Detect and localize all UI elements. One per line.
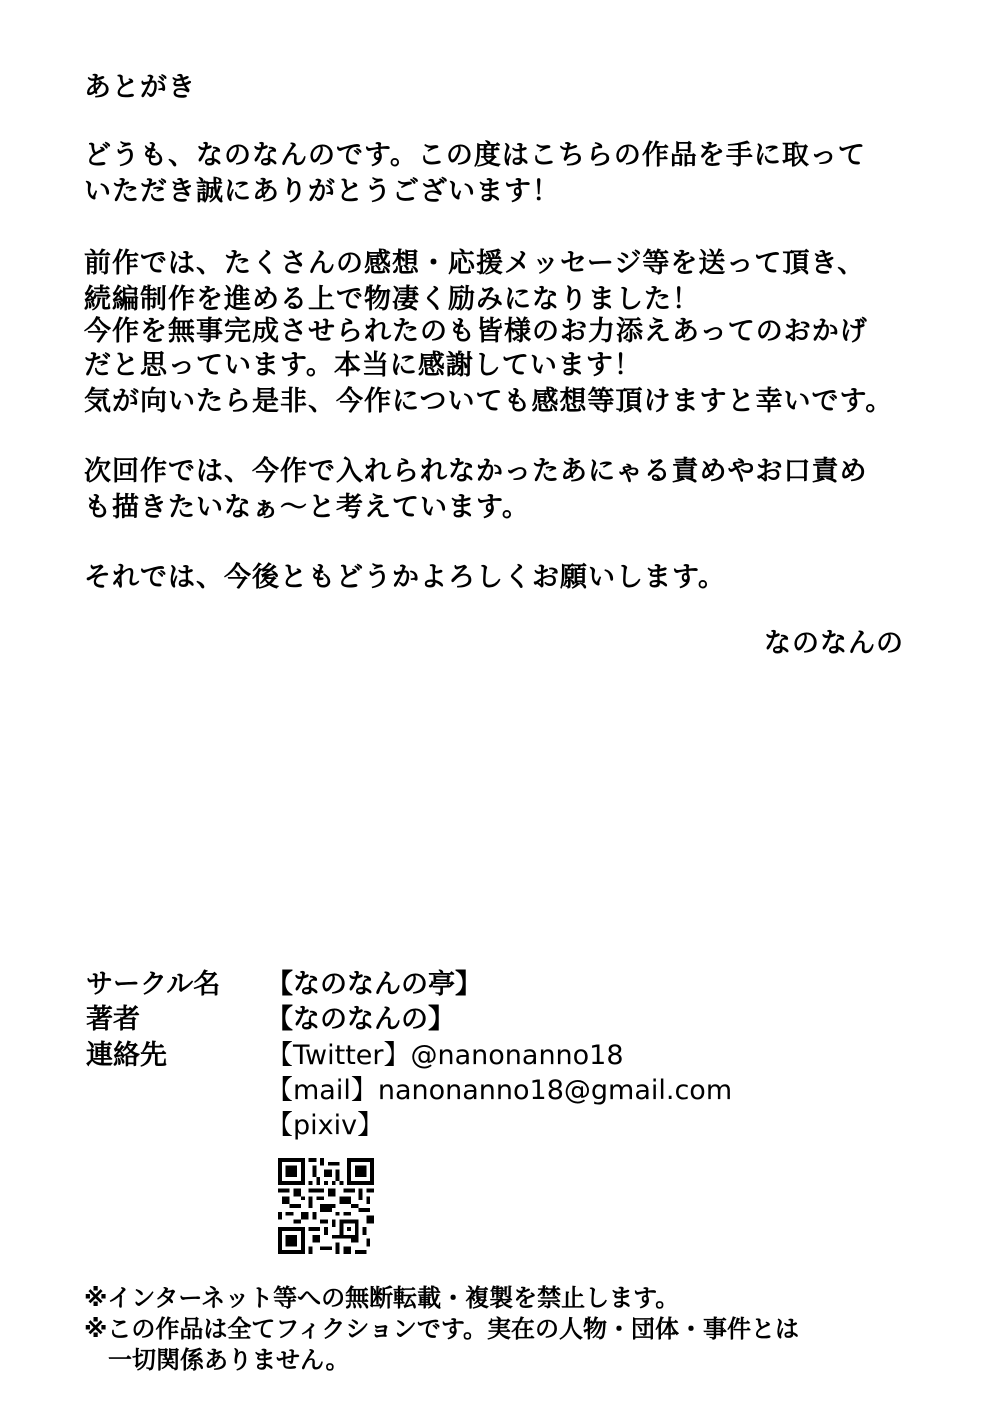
contact-label: 連絡先 [86, 1040, 167, 1071]
circle-label: サークル名 [86, 969, 221, 1000]
paragraph-line: いただき誠にありがとうございます！ [84, 176, 560, 207]
qr-code-icon[interactable] [278, 1158, 374, 1254]
signature: なのなんの [764, 628, 904, 659]
paragraph-line: だと思っています。本当に感謝しています！ [84, 350, 642, 381]
paragraph-line: 次回作では、今作で入れられなかったあにゃる責めやお口責め [84, 456, 868, 487]
circle-value: 【なのなんの亭】 [266, 969, 482, 1000]
paragraph-line: 気が向いたら是非、今作についても感想等頂けますと幸いです。 [84, 386, 894, 417]
paragraph-line: 続編制作を進める上で物凄く励みになりました！ [84, 284, 700, 315]
paragraph-line: 前作では、たくさんの感想・応援メッセージ等を送って頂き、 [84, 248, 866, 279]
notice-line: ※この作品は全てフィクションです。実在の人物・団体・事件とは [84, 1315, 800, 1343]
author-value: 【なのなんの】 [266, 1004, 455, 1035]
twitter-link[interactable]: 【Twitter】@nanonanno18 [266, 1040, 624, 1071]
afterword-heading: あとがき [84, 72, 196, 103]
mail-link[interactable]: 【mail】nanonanno18@gmail.com [266, 1075, 733, 1106]
notice-line: ※インターネット等への無断転載・複製を禁止します。 [84, 1284, 680, 1312]
paragraph-line: も描きたいなぁ～と考えています。 [84, 492, 530, 523]
paragraph-line: どうも、なのなんのです。この度はこちらの作品を手に取って [84, 140, 866, 171]
notice-line: 一切関係ありません。 [84, 1346, 350, 1374]
author-label: 著者 [86, 1004, 140, 1035]
paragraph-line: 今作を無事完成させられたのも皆様のお力添えあってのおかげ [84, 316, 868, 347]
pixiv-link[interactable]: 【pixiv】 [266, 1110, 385, 1141]
paragraph-line: それでは、今後ともどうかよろしくお願いします。 [84, 562, 726, 593]
